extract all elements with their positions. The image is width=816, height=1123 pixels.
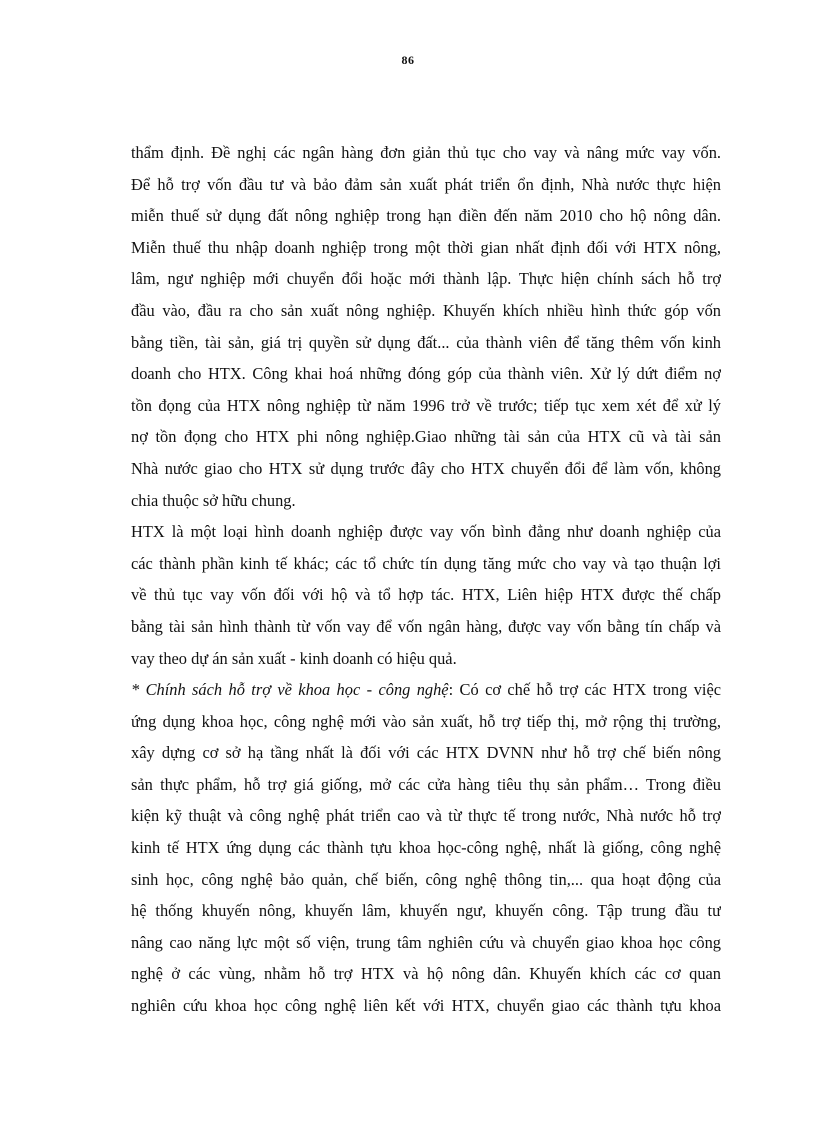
text-line [131,295,721,327]
text-line [131,358,721,390]
line-text: bằng tài sản hình thành từ vốn vay để vốn ngân hàng, được vay vốn bằng tín chấp và [131,616,721,636]
text-line [131,200,721,232]
line-text: sản thực phẩm, hỗ trợ giá giống, mở các cửa hàng tiêu thụ sản phẩm… Trong điều [131,774,721,794]
line-text: nghiên cứu khoa học công nghệ liên kết với HTX, chuyển giao các thành tựu khoa [131,996,721,1016]
line-text: doanh cho HTX. Công khai hoá những đóng góp của thành viên. Xử lý dứt điểm nợ [131,364,721,384]
text-line [131,800,721,832]
text-line [131,548,721,580]
line-text: lâm, ngư nghiệp mới chuyển đổi hoặc mới thành lập. Thực hiện chính sách hỗ trợ [131,269,721,289]
text-line [131,737,721,769]
line-text: đầu vào, đầu ra cho sản xuất nông nghiệp. Khuyến khích nhiều hình thức góp vốn [131,300,721,320]
text-line [131,327,721,359]
line-text: tồn đọng của HTX nông nghiệp từ năm 1996 trở về trước; tiếp tục xem xét để xử lý [131,395,721,415]
line-text: hệ thống khuyến nông, khuyến lâm, khuyến ngư, khuyến công. Tập trung đầu tư [131,901,721,921]
line-text: ứng dụng khoa học, công nghệ mới vào sản xuất, hỗ trợ tiếp thị, mở rộng thị trường, [131,711,721,731]
line-text: nâng cao năng lực một số viện, trung tâm nghiên cứu và chuyển giao khoa học công [131,932,721,952]
text-line [131,579,721,611]
line-text: chia thuộc sở hữu chung. [131,490,296,510]
line-text: miễn thuế sử dụng đất nông nghiệp trong hạn điền đến năm 2010 cho hộ nông dân. [131,206,721,226]
text-line [131,390,721,422]
text-line [131,927,721,959]
text-line [131,137,721,169]
line-text: nghệ ở các vùng, nhằm hỗ trợ HTX và hộ nông dân. Khuyến khích các cơ quan [131,964,721,984]
text-line [131,769,721,801]
line-text: kiện kỹ thuật và công nghệ phát triển cao và từ thực tế trong nước, Nhà nước hỗ trợ [131,806,721,826]
text-line [131,232,721,264]
text-line [131,611,721,643]
text-line [131,485,721,517]
text-line [131,169,721,201]
line-text: Miễn thuế thu nhập doanh nghiệp trong một thời gian nhất định đối với HTX nông, [131,237,721,257]
text-line [131,832,721,864]
italic-heading: * Chính sách hỗ trợ về khoa học - công nghệ [131,680,449,700]
line-text: Nhà nước giao cho HTX sử dụng trước đây cho HTX chuyển đổi để làm vốn, không [131,458,721,478]
line-text: về thủ tục vay vốn đối với hộ và tổ hợp tác. HTX, Liên hiệp HTX được thế chấp [131,585,721,605]
line-text: bằng tiền, tài sản, giá trị quyền sử dụng đất... của thành viên để tăng thêm vốn kinh [131,332,721,352]
line-text: thẩm định. Đề nghị các ngân hàng đơn giản thủ tục cho vay và nâng mức vay vốn. [131,143,721,162]
text-line [131,421,721,453]
line-text: các thành phần kinh tế khác; các tổ chức tín dụng tăng mức cho vay và tạo thuận lợi [131,553,721,573]
text-line [131,516,721,548]
text-line [131,263,721,295]
line-text: HTX là một loại hình doanh nghiệp được vay vốn bình đẳng như doanh nghiệp của [131,522,721,542]
text-line [131,895,721,927]
line-text: kinh tế HTX ứng dụng các thành tựu khoa học-công nghệ, nhất là giống, công nghệ [131,838,721,858]
text-line [131,990,721,1022]
line-text: Để hỗ trợ vốn đầu tư và bảo đảm sản xuất phát triển ổn định, Nhà nước thực hiện [131,174,721,194]
page-number: 86 [401,53,415,67]
line-text: sinh học, công nghệ bảo quản, chế biến, công nghệ thông tin,... qua hoạt động của [131,869,721,889]
text-line [131,643,721,675]
line-text: nợ tồn đọng cho HTX phi nông nghiệp.Giao những tài sản của HTX cũ và tài sản [131,427,721,447]
line-text: : Có cơ chế hỗ trợ các HTX trong việc [448,680,721,700]
text-line [131,864,721,896]
text-line [131,453,721,485]
body-text [131,137,721,1022]
line-text: vay theo dự án sản xuất - kinh doanh có hiệu quả. [131,648,457,668]
line-text: xây dựng cơ sở hạ tầng nhất là đối với các HTX DVNN như hỗ trợ chế biến nông [131,743,721,763]
text-line [131,706,721,738]
text-line [131,958,721,990]
text-line [131,674,721,706]
